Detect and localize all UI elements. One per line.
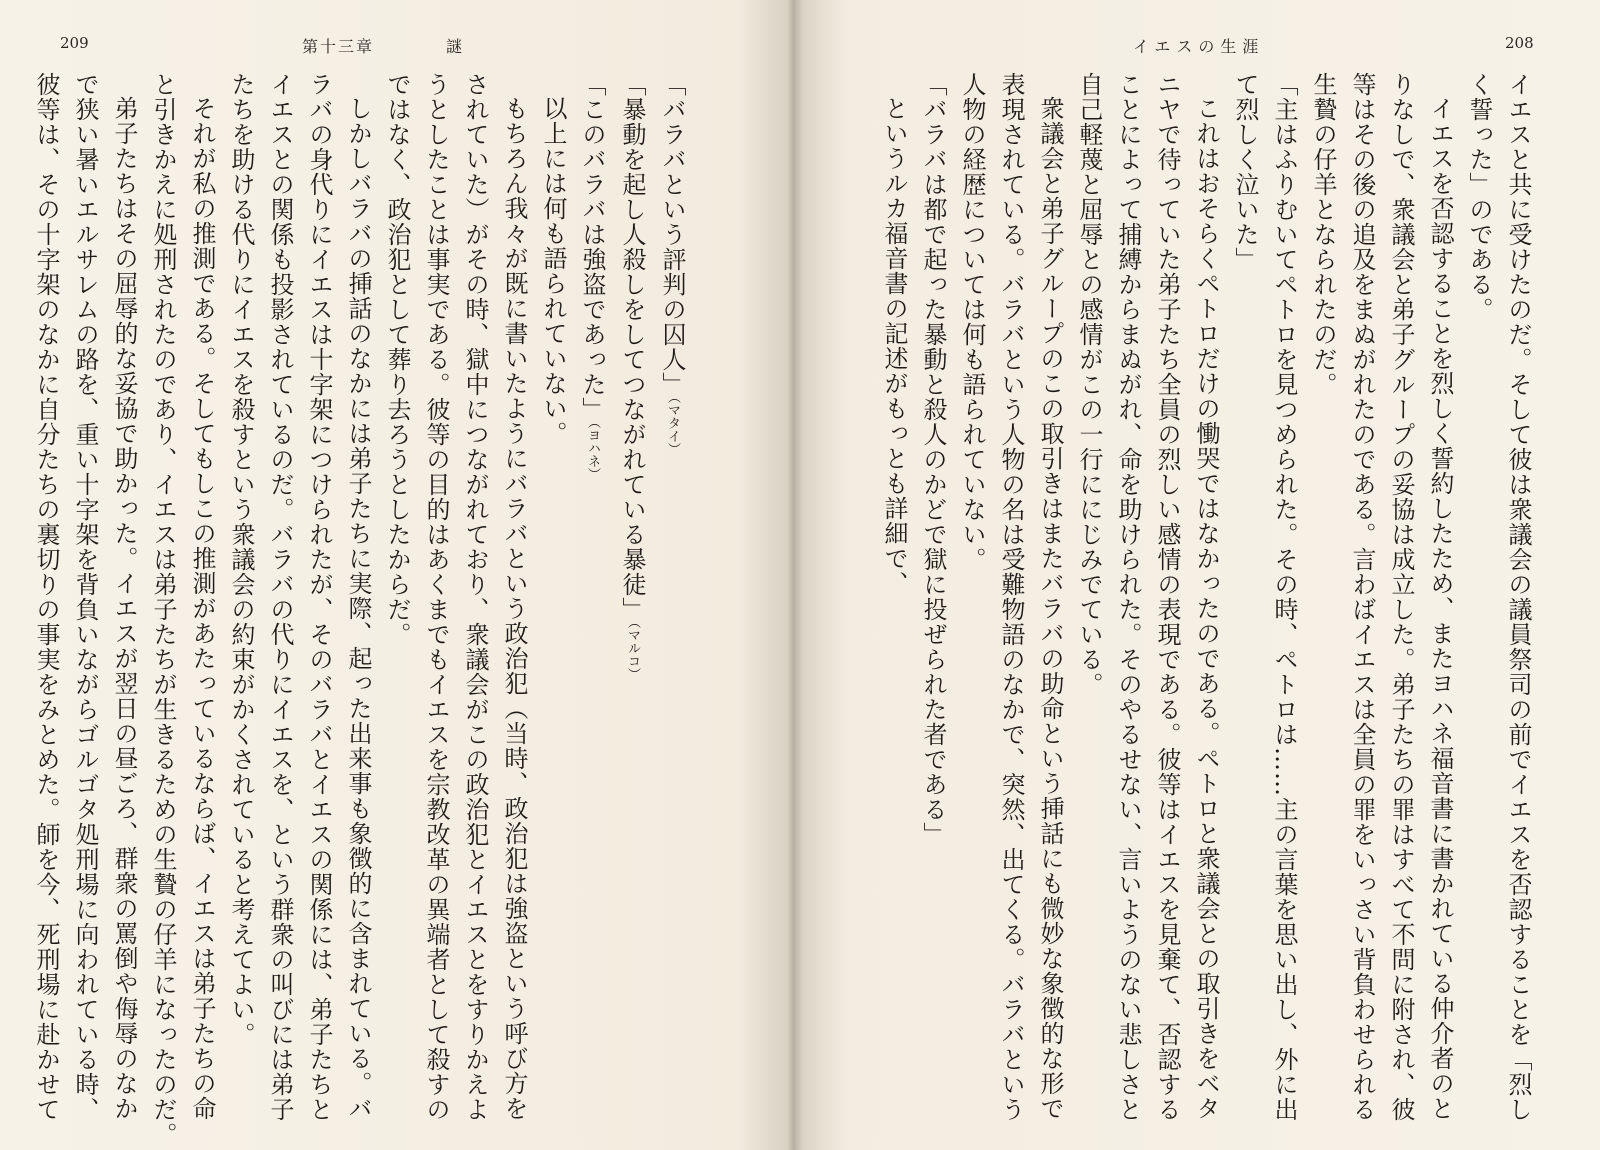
text-line: それが私の推測である。そしてもしこの推測があたっているならば、イエスは弟子たちの命 xyxy=(188,96,216,1121)
text-line: と引きかえに処刑されたのであり、イエスは弟子たちが生きるための生贄の仔羊になったのだ。 xyxy=(149,72,177,1147)
running-title: イエスの生涯 xyxy=(1133,37,1265,56)
text-line: 以上には何も語られていない。 xyxy=(539,96,567,446)
text-line: ことによって捕縛からまぬがれ、命を助けられた。そのやるせない、言いようのない悲しさと xyxy=(1114,72,1142,1122)
text-line: ニヤで待っていた弟子たち全員の烈しい感情の表現である。彼等はイエスを見棄て、否認する xyxy=(1153,72,1181,1122)
text-line: しかしバラバの挿話のなかには弟子たちに実際、起った出来事も象徴的に含まれている。バ xyxy=(344,96,372,1121)
text-line: 人物の経歴については何も語られていない。 xyxy=(958,72,986,572)
text-line: て烈しく泣いた」 xyxy=(1231,72,1259,272)
right-page-text xyxy=(877,72,1537,1122)
text-line: というルカ福音書の記述がもっとも詳細で、 xyxy=(880,96,908,596)
text-line: 「主はふりむいてペトロを見つめられた。その時、ペトロは……主の言葉を思い出し、外に出 xyxy=(1270,72,1298,1122)
chapter-number: 第十三章 xyxy=(302,37,375,56)
left-page-text xyxy=(32,72,692,1147)
text-line: ラバの身代りにイエスは十字架につけられたが、そのバラバとイエスの関係には、弟子たちと xyxy=(305,72,333,1122)
text-line: うとしたことは事実である。彼等の目的はあくまでもイエスを宗教改革の異端者として殺すの xyxy=(422,72,450,1122)
left-page xyxy=(0,0,785,1150)
text-line: もちろん我々が既に書いたようにバラバという政治犯（当時、政治犯は強盗という呼び方を xyxy=(500,96,528,1121)
left-page-number: 209 xyxy=(60,34,89,52)
text-line: りなしで、衆議会と弟子グループの妥協は成立した。弟子たちの罪はすべて不問に附され、彼 xyxy=(1387,72,1415,1122)
text-line: 「バラバは都で起った暴動と殺人のかどで獄に投ぜられた者である」 xyxy=(919,72,947,847)
text-line: 「バラバという評判の囚人」（マタイ） xyxy=(658,72,686,456)
text-line: 弟子たちはその屈辱的な妥協で助かった。イエスが翌日の昼ごろ、群衆の罵倒や侮辱のなか xyxy=(110,96,138,1121)
text-line: 彼等は、その十字架のなかに自分たちの裏切りの事実をみとめた。師を今、死刑場に赴かせて xyxy=(32,72,60,1122)
right-page-number: 208 xyxy=(1505,34,1534,52)
chapter-title: 謎 xyxy=(446,37,465,56)
text-line: されていた）がその時、獄中につながれており、衆議会がこの政治犯とイエスとをすりかえよ xyxy=(461,72,489,1122)
text-line: 衆議会と弟子グループのこの取引きはまたバラバの助命という挿話にも微妙な象徴的な形で xyxy=(1036,96,1064,1121)
text-line: 生贄の仔羊となられたのだ。 xyxy=(1309,72,1337,397)
right-page xyxy=(815,0,1600,1150)
text-line: く誓った」のである。 xyxy=(1465,72,1493,322)
text-line: イエスとの関係も投影されているのだ。バラバの代りにイエスを、という群衆の叫びには弟子 xyxy=(266,72,294,1122)
text-line: 「このバラバは強盗であった」（ヨハネ） xyxy=(578,72,606,481)
text-line: で狭い暑いエルサレムの路を、重い十字架を背負いながらゴルゴタ処刑場に向われている時、 xyxy=(71,72,99,1122)
text-line: 「暴動を起し人殺しをしてつながれている暴徒」（マルコ） xyxy=(618,72,646,681)
text-line: イエスと共に受けたのだ。そして彼は衆議会の議員祭司の前でイエスを否認することを「烈し xyxy=(1504,72,1532,1122)
text-line: 等はその後の追及をまぬがれたのである。言わばイエスは全員の罪をいっさい背負わせられる xyxy=(1348,72,1376,1122)
text-line: 表現されている。バラバという人物の名は受難物語のなかで、突然、出てくる。バラバという xyxy=(997,72,1025,1122)
text-line: イエスを否認することを烈しく誓約したため、またヨハネ福音書に書かれている仲介者のと xyxy=(1426,96,1454,1121)
text-line: 自己軽蔑と屈辱との感情がこの一行ににじみでている。 xyxy=(1075,72,1103,697)
text-line: ではなく、政治犯として葬り去ろうとしたからだ。 xyxy=(383,72,411,647)
text-line: たちを助ける代りにイエスを殺すという衆議会の約束がかくされていると考えてよい。 xyxy=(227,72,255,1047)
text-line: これはおそらくペトロだけの慟哭ではなかったのである。ペトロと衆議会との取引きをベタ xyxy=(1192,96,1220,1121)
